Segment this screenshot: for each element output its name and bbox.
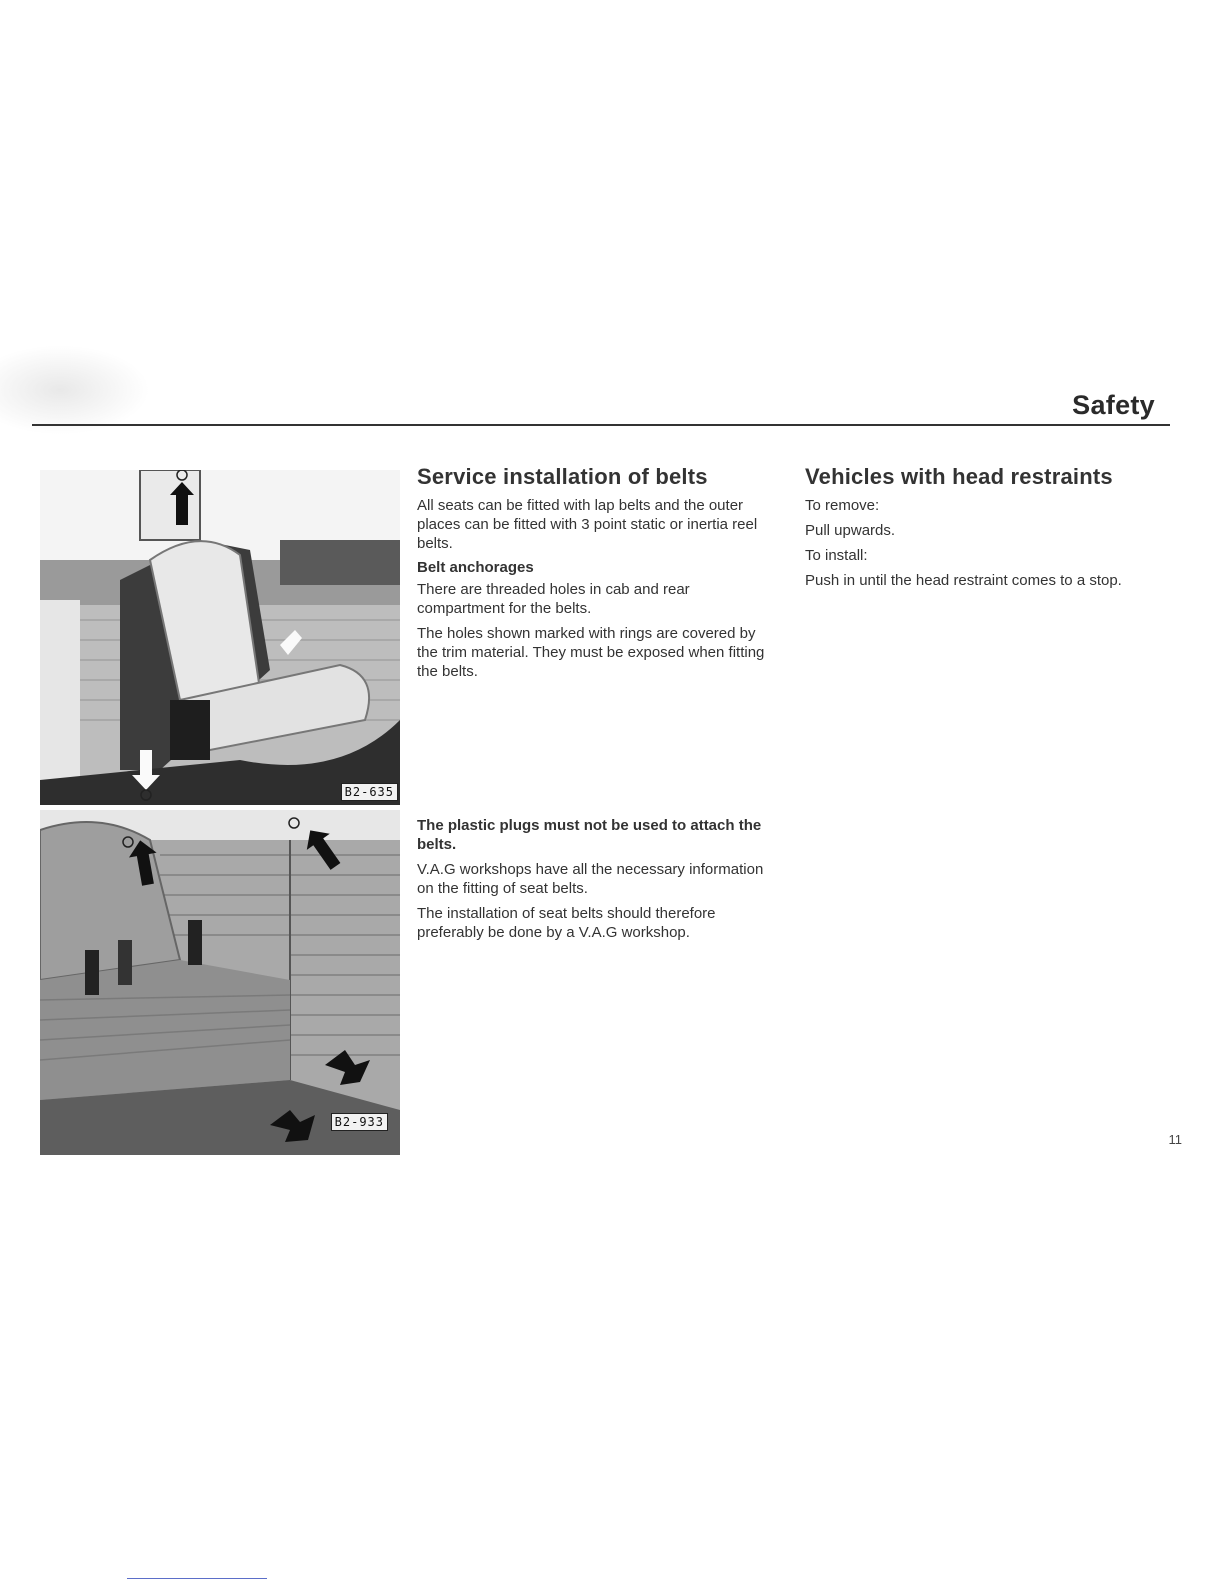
- step-text: Pull upwards.: [805, 522, 896, 539]
- subheading: Belt anchorages: [417, 559, 534, 576]
- paragraph: The holes shown marked with rings are covered by the trim material. They must be exposed when fitting the belts.: [417, 625, 765, 680]
- paragraph: The installation of seat belts should therefore preferably be done by a V.A.G workshop.: [417, 905, 716, 941]
- warning-text: The plastic plugs must not be used to attach the belts.: [417, 817, 762, 853]
- page-number: 11: [1168, 1132, 1182, 1147]
- section-title: Service installation of belts: [417, 464, 708, 489]
- head-restraints-section: [805, 464, 1165, 596]
- step-label: To remove:: [805, 497, 880, 514]
- section-title: Vehicles with head restraints: [805, 464, 1113, 489]
- step-label: To install:: [805, 547, 868, 564]
- service-installation-section: [417, 464, 777, 687]
- step-text: Push in until the head restraint comes to a stop.: [805, 572, 1122, 589]
- figure-ref-label: B2-933: [331, 1113, 388, 1131]
- front-seat-photo: [40, 470, 400, 805]
- footer-mark: [127, 1578, 267, 1579]
- section-header: Safety: [1072, 390, 1155, 420]
- workshop-info-section: [417, 816, 777, 948]
- intro-paragraph: All seats can be fitted with lap belts and the outer places can be fitted with 3 point static or inertia reel belts.: [417, 497, 758, 552]
- header-rule: [32, 424, 1170, 426]
- rear-bench-photo: [40, 810, 400, 1155]
- figure-ref-label: B2-635: [341, 783, 398, 801]
- paragraph: There are threaded holes in cab and rear compartment for the belts.: [417, 581, 690, 617]
- paragraph: V.A.G workshops have all the necessary information on the fitting of seat belts.: [417, 861, 764, 897]
- page-stain: [0, 345, 150, 435]
